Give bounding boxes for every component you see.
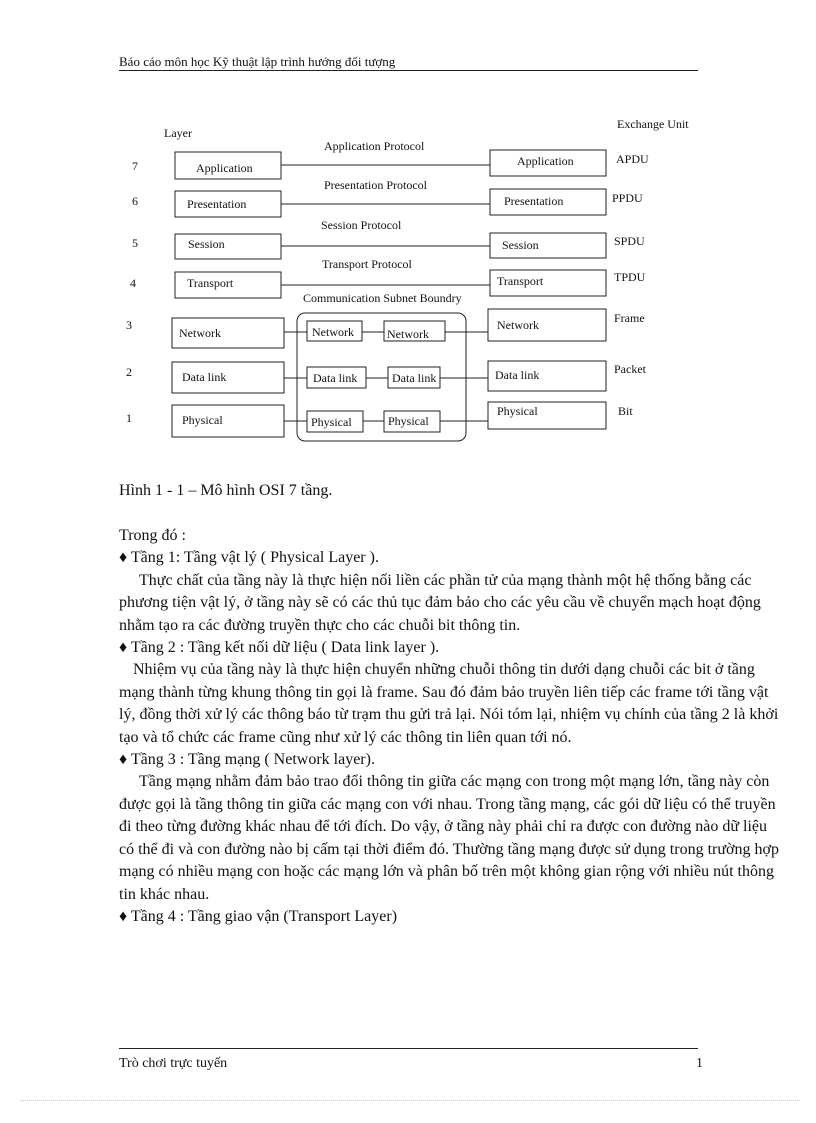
page-number: 1	[696, 1056, 703, 1071]
right-label-2: Data link	[495, 368, 540, 382]
body-text	[119, 525, 784, 928]
unit-frame: Frame	[614, 311, 645, 325]
osi-diagram	[0, 0, 816, 470]
left-label-1: Physical	[182, 413, 223, 427]
unit-ppdu: PPDU	[612, 191, 643, 205]
layer-num-1: 1	[126, 411, 132, 425]
subnet-label: Communication Subnet Boundry	[303, 291, 462, 305]
layer-num-4: 4	[130, 276, 136, 290]
layer2-heading: ♦ Tầng 2 : Tầng kết nối dữ liệu ( Data link layer ).	[119, 639, 440, 657]
right-label-4: Transport	[497, 274, 544, 288]
protocol-label-6: Presentation Protocol	[324, 178, 427, 192]
layer-num-5: 5	[132, 236, 138, 250]
right-label-6: Presentation	[504, 194, 564, 208]
layer4-heading: ♦ Tầng 4 : Tầng giao vận (Transport Layer)	[119, 907, 398, 925]
subnet-label-network-2: Network	[387, 327, 429, 341]
layer-num-3: 3	[126, 318, 132, 332]
layer3-text: Tầng mạng nhằm đảm bảo trao đổi thông tin giữa các mạng con trong một mạng lớn, tầng này còn được gọi là tầng thông tin giữa các mạng con với nhau. Trong tầng mạng, các gói dữ liệu có thể truyền đi theo từng đường khác nhau để tới đích. Do vậy, ở tầng này phải chỉ ra được con đường nào dữ liệu có thể đi và con đường nào bị cấm tại thời điểm đó. Thường tầng mạng được sử dụng trong trường hợp mạng có nhiều mạng con hoặc các mạng lớn và phân bố trên một không gian rộng với nhiều nút thông tin khác nhau.	[119, 773, 779, 903]
left-label-2: Data link	[182, 370, 227, 384]
layer2-text: Nhiệm vụ của tầng này là thực hiện chuyển những chuỗi thông tin dưới dạng chuỗi các bit ở tầng mạng thành từng khung thông tin gọi là frame. Sau đó đảm bảo truyền liên tiếp các frame tới tầng vật lý, đồng thời xử lý các thông báo từ trạm thu gửi trả lại. Nói tóm lại, nhiệm vụ chính của tầng 2 là khởi tạo và tổ chức các frame cũng như xử lý các thông tin liên quan tới nó.	[119, 661, 779, 746]
layer-num-7: 7	[132, 159, 138, 173]
right-label-1: Physical	[497, 404, 538, 418]
subnet-label-datalink-1: Data link	[313, 371, 358, 385]
figure-caption: Hình 1 - 1 – Mô hình OSI 7 tầng.	[119, 482, 333, 499]
left-label-5: Session	[188, 237, 225, 251]
unit-apdu: APDU	[616, 152, 649, 166]
layer-heading: Layer	[164, 126, 192, 140]
right-label-5: Session	[502, 238, 539, 252]
left-label-7: Application	[196, 161, 253, 175]
footer-rule	[119, 1048, 698, 1049]
page-bottom-divider	[20, 1100, 800, 1101]
unit-spdu: SPDU	[614, 234, 645, 248]
right-label-3: Network	[497, 318, 539, 332]
page-header: Báo cáo môn học Kỹ thuật lập trình hướng đối tượng	[119, 54, 396, 69]
protocol-label-5: Session Protocol	[321, 218, 402, 232]
subnet-label-physical-2: Physical	[388, 414, 429, 428]
unit-bit: Bit	[618, 404, 633, 418]
layer3-heading: ♦ Tầng 3 : Tầng mạng ( Network layer).	[119, 751, 375, 769]
layer1-text: Thực chất của tầng này là thực hiện nối liền các phần tử của mạng thành một hệ thống bằng các phương tiện vật lý, ở tầng này sẽ có các thủ tục đảm bảo cho các yêu cầu về chuyển mạch hoạt động nhằm tạo ra các đường truyền thực cho các chuỗi bit thông tin.	[119, 571, 761, 634]
layer1-heading: ♦ Tầng 1: Tầng vật lý ( Physical Layer ).	[119, 549, 379, 567]
protocol-label-7: Application Protocol	[324, 139, 425, 153]
subnet-label-physical-1: Physical	[311, 415, 352, 429]
layer-num-6: 6	[132, 194, 138, 208]
subnet-label-network-1: Network	[312, 325, 354, 339]
layer-num-2: 2	[126, 365, 132, 379]
unit-packet: Packet	[614, 362, 646, 376]
protocol-label-4: Transport Protocol	[322, 257, 412, 271]
footer-text: Trò chơi trực tuyến	[119, 1056, 228, 1071]
right-label-7: Application	[517, 154, 574, 168]
left-label-6: Presentation	[187, 197, 247, 211]
exchange-heading: Exchange Unit	[617, 117, 689, 131]
unit-tpdu: TPDU	[614, 270, 646, 284]
left-label-4: Transport	[187, 276, 234, 290]
intro-text: Trong đó :	[119, 527, 186, 544]
subnet-label-datalink-2: Data link	[392, 371, 437, 385]
left-label-3: Network	[179, 326, 221, 340]
